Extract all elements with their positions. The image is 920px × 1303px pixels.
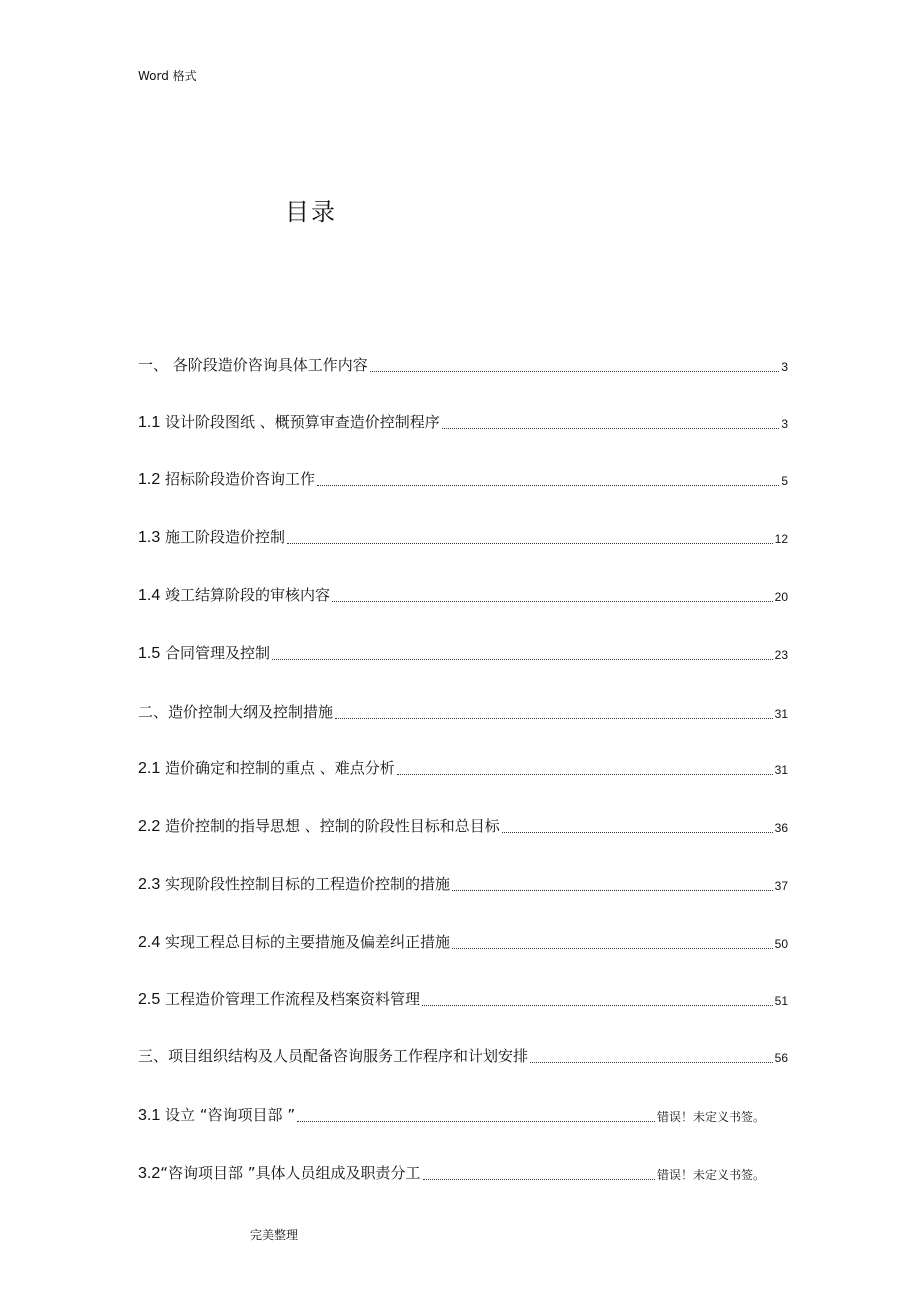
toc-page-number: 20 <box>774 590 788 604</box>
toc-entry-label: 3.2“咨询项目部 ”具体人员组成及职责分工 <box>138 1164 421 1182</box>
toc-entry[interactable] <box>138 813 788 837</box>
toc-page-error-text: 错误！未定义书签。 <box>656 1110 765 1124</box>
toc-page-number: 31 <box>774 763 788 777</box>
toc-entry-label: 1.3 施工阶段造价控制 <box>138 528 286 546</box>
toc-entry[interactable] <box>138 1102 765 1126</box>
toc-dot-leader <box>423 1179 655 1180</box>
toc-page-error-text: 错误！未定义书签。 <box>656 1168 765 1182</box>
toc-dot-leader <box>422 1005 773 1006</box>
toc-dot-leader <box>287 543 773 544</box>
toc-dot-leader <box>332 601 773 602</box>
toc-dot-leader <box>317 485 779 486</box>
toc-entry-label: 二、造价控制大纲及控制措施 <box>138 703 334 721</box>
toc-entry[interactable] <box>138 640 788 664</box>
toc-entry[interactable] <box>138 871 788 895</box>
toc-entry-label: 三、项目组织结构及人员配备咨询服务工作程序和计划安排 <box>138 1047 529 1065</box>
toc-entry-label: 1.2 招标阶段造价咨询工作 <box>138 470 316 488</box>
toc-dot-leader <box>370 371 780 372</box>
page-footer: 完美整理 <box>250 1228 299 1242</box>
toc-entry-label: 1.4 竣工结算阶段的审核内容 <box>138 586 331 604</box>
toc-page-number: 23 <box>774 648 788 662</box>
toc-page-number: 36 <box>774 821 788 835</box>
toc-page-number: 50 <box>774 937 788 951</box>
toc-dot-leader <box>502 832 773 833</box>
toc-dot-leader <box>442 428 780 429</box>
toc-dot-leader <box>297 1121 655 1122</box>
toc-entry[interactable] <box>138 524 788 548</box>
toc-dot-leader <box>335 718 773 719</box>
page-title: 目录 <box>285 198 337 226</box>
toc-page-number: 5 <box>781 474 788 488</box>
toc-dot-leader <box>272 659 773 660</box>
toc-page-number: 51 <box>774 994 788 1008</box>
toc-entry[interactable] <box>138 755 788 779</box>
toc-dot-leader <box>530 1062 773 1063</box>
toc-entry[interactable] <box>138 1043 788 1067</box>
toc-page-number: 3 <box>781 417 788 431</box>
toc-dot-leader <box>397 774 773 775</box>
toc-entry-label: 2.5 工程造价管理工作流程及档案资料管理 <box>138 990 421 1008</box>
toc-dot-leader <box>452 948 773 949</box>
toc-entry-label: 3.1 设立 “咨询项目部 ” <box>138 1106 296 1124</box>
toc-page-number: 56 <box>774 1051 788 1065</box>
toc-entry[interactable] <box>138 1160 765 1184</box>
toc-entry-label: 2.4 实现工程总目标的主要措施及偏差纠正措施 <box>138 933 451 951</box>
toc-entry[interactable] <box>138 699 788 723</box>
toc-dot-leader <box>452 890 773 891</box>
toc-entry[interactable] <box>138 986 788 1010</box>
toc-entry-label: 1.1 设计阶段图纸 、概预算审查造价控制程序 <box>138 413 440 431</box>
toc-entry[interactable] <box>138 466 788 490</box>
toc-entry[interactable] <box>138 582 788 606</box>
toc-entry[interactable] <box>138 929 788 953</box>
toc-page-number: 12 <box>774 532 788 546</box>
toc-page-number: 31 <box>774 707 788 721</box>
toc-entry[interactable] <box>138 352 788 376</box>
toc-entry-label: 2.1 造价确定和控制的重点 、难点分析 <box>138 759 395 777</box>
toc-entry-label: 2.3 实现阶段性控制目标的工程造价控制的措施 <box>138 875 451 893</box>
toc-entry-label: 1.5 合同管理及控制 <box>138 644 271 662</box>
toc-page-number: 37 <box>774 879 788 893</box>
toc-page-number: 3 <box>781 360 788 374</box>
page-header: Word 格式 <box>138 69 197 83</box>
toc-entry[interactable] <box>138 409 788 433</box>
toc-entry-label: 2.2 造价控制的指导思想 、控制的阶段性目标和总目标 <box>138 817 500 835</box>
toc-entry-label: 一、 各阶段造价咨询具体工作内容 <box>138 356 368 374</box>
table-of-contents <box>138 0 788 1303</box>
